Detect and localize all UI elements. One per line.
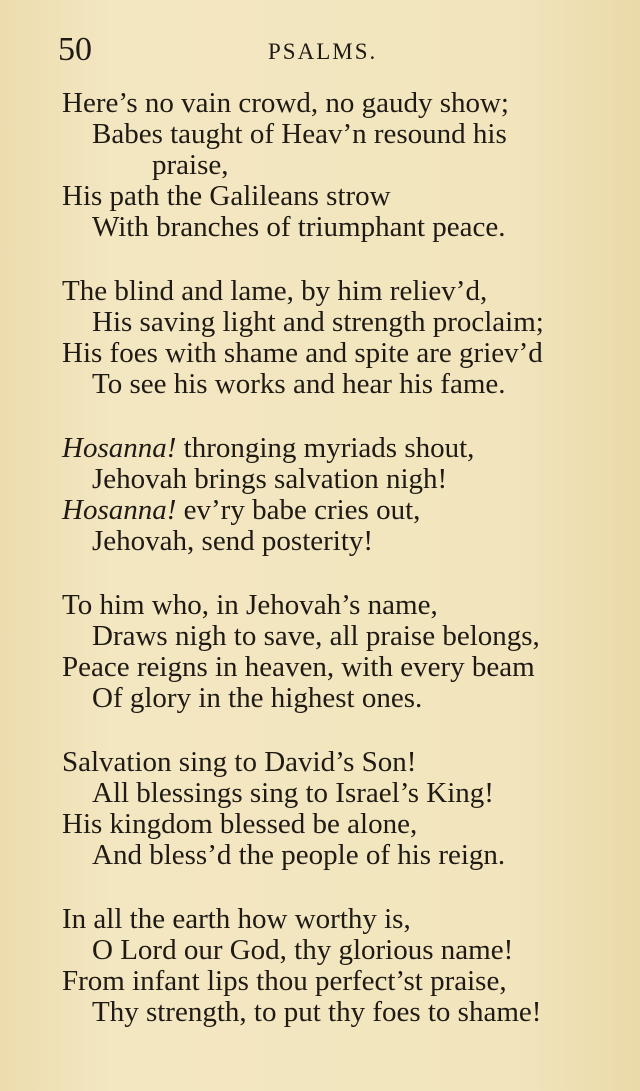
poem-line: praise, — [152, 149, 229, 181]
hosanna-italic: Hosanna! — [62, 494, 177, 526]
poem-line: His kingdom blessed be alone, — [62, 808, 418, 840]
poem-line: Here’s no vain crowd, no gaudy show; — [62, 87, 509, 119]
poem-line: Of glory in the highest ones. — [92, 682, 423, 714]
poem-line: From infant lips thou perfect’st praise, — [62, 965, 507, 997]
poem-line: Peace reigns in heaven, with every beam — [62, 651, 535, 683]
stanza-5 — [62, 747, 622, 871]
poem-line: O Lord our God, thy glorious name! — [92, 934, 514, 966]
poem-line: In all the earth how worthy is, — [62, 903, 411, 935]
stanza-3 — [62, 433, 622, 557]
stanza-1 — [62, 88, 622, 243]
poem-line: His saving light and strength proclaim; — [92, 306, 544, 338]
poem-line: With branches of triumphant peace. — [92, 211, 506, 243]
poem-line: To him who, in Jehovah’s name, — [62, 589, 438, 621]
poem-line — [62, 495, 622, 526]
poem-line: His foes with shame and spite are griev’d — [62, 337, 543, 369]
poem-text — [62, 88, 622, 1061]
poem-line: Jehovah, send posterity! — [92, 525, 374, 557]
poem-line: Salvation sing to David’s Son! — [62, 746, 417, 778]
page-number: 50 — [58, 31, 92, 68]
poem-line: His path the Galileans strow — [62, 180, 391, 212]
hosanna-italic: Hosanna! — [62, 432, 177, 464]
poem-line: To see his works and hear his fame. — [92, 368, 506, 400]
poem-line: The blind and lame, by him reliev’d, — [62, 275, 488, 307]
poem-line-rest: thronging myriads shout, — [176, 432, 475, 464]
running-title: PSALMS. — [268, 39, 378, 64]
poem-line: Thy strength, to put thy foes to shame! — [92, 996, 542, 1028]
page-header — [58, 30, 598, 70]
poem-line-rest: ev’ry babe cries out, — [176, 494, 421, 526]
poem-line: Babes taught of Heav’n resound his — [92, 118, 507, 150]
poem-line — [62, 433, 622, 464]
stanza-2 — [62, 276, 622, 400]
poem-line: Draws nigh to save, all praise belongs, — [92, 620, 540, 652]
stanza-6 — [62, 904, 622, 1028]
poem-line: Jehovah brings salvation nigh! — [92, 463, 448, 495]
poem-line: And bless’d the people of his reign. — [92, 839, 506, 871]
poem-line: All blessings sing to Israel’s King! — [92, 777, 494, 809]
stanza-4 — [62, 590, 622, 714]
